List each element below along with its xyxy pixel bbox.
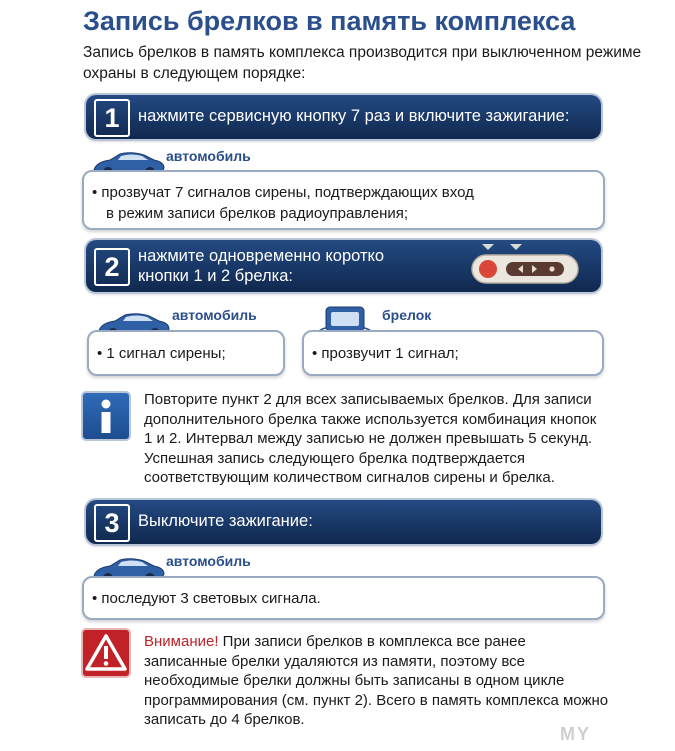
warning-icon	[83, 630, 129, 676]
car-label: автомобиль	[172, 307, 257, 323]
step-number: 2	[94, 248, 130, 286]
step-1-result-panel	[82, 170, 605, 230]
fob-result-text: • прозвучит 1 сигнал;	[312, 345, 459, 362]
car-result-text: • 1 сигнал сирены;	[97, 345, 226, 362]
watermark: MY	[560, 724, 591, 744]
fob-label: брелок	[382, 307, 432, 323]
step-1-header	[86, 95, 601, 139]
warning-heading: Внимание!	[144, 633, 219, 650]
info-text: Повторите пункт 2 для всех записываемых брелков. Для записи дополнительного брелка также используется комбинация кнопок 1 и 2. Интервал между записью не должен превышать 5 секунд. Успешная запись следующего брелка подтверждается соответствующим количеством сигналов сирены и брелка.	[144, 391, 597, 486]
step-number: 3	[94, 504, 130, 542]
step-2-header	[86, 240, 601, 292]
key-fob-icon	[470, 243, 582, 285]
step-3-result-panel	[82, 576, 605, 620]
car-label: автомобиль	[166, 553, 251, 569]
info-icon	[83, 393, 129, 439]
step-number: 1	[94, 99, 130, 137]
fob-result-panel	[302, 330, 604, 376]
result-line-1: • прозвучат 7 сигналов сирены, подтверждающих вход	[92, 184, 474, 201]
warning-text	[144, 632, 609, 730]
intro-text: Запись брелков в память комплекса производится при выключенном режиме охраны в следующем порядке:	[83, 44, 642, 82]
step-3-result-text: • последуют 3 световых сигнала.	[92, 590, 321, 607]
page-title: Запись брелков в память комплекса	[83, 6, 576, 36]
result-line-2: в режим записи брелков радиоуправления;	[106, 205, 409, 222]
step-3-header	[86, 500, 601, 544]
step-text: нажмите сервисную кнопку 7 раз и включите зажигание:	[138, 107, 570, 125]
car-label: автомобиль	[166, 148, 251, 164]
step-text: Выключите зажигание:	[138, 512, 313, 530]
step-text-line-2: кнопки 1 и 2 брелка:	[138, 267, 294, 285]
warning-body: При записи брелков в комплекса все ранее записанные брелки удаляются из памяти, поэтому все необходимые брелки должны быть записаны в одном цикле программирования (см. пункт 2). Всего в память комплекса можно записать до 4 брелков.	[144, 633, 609, 728]
step-text-line-1: нажмите одновременно коротко	[138, 247, 385, 265]
car-result-panel	[87, 330, 285, 376]
